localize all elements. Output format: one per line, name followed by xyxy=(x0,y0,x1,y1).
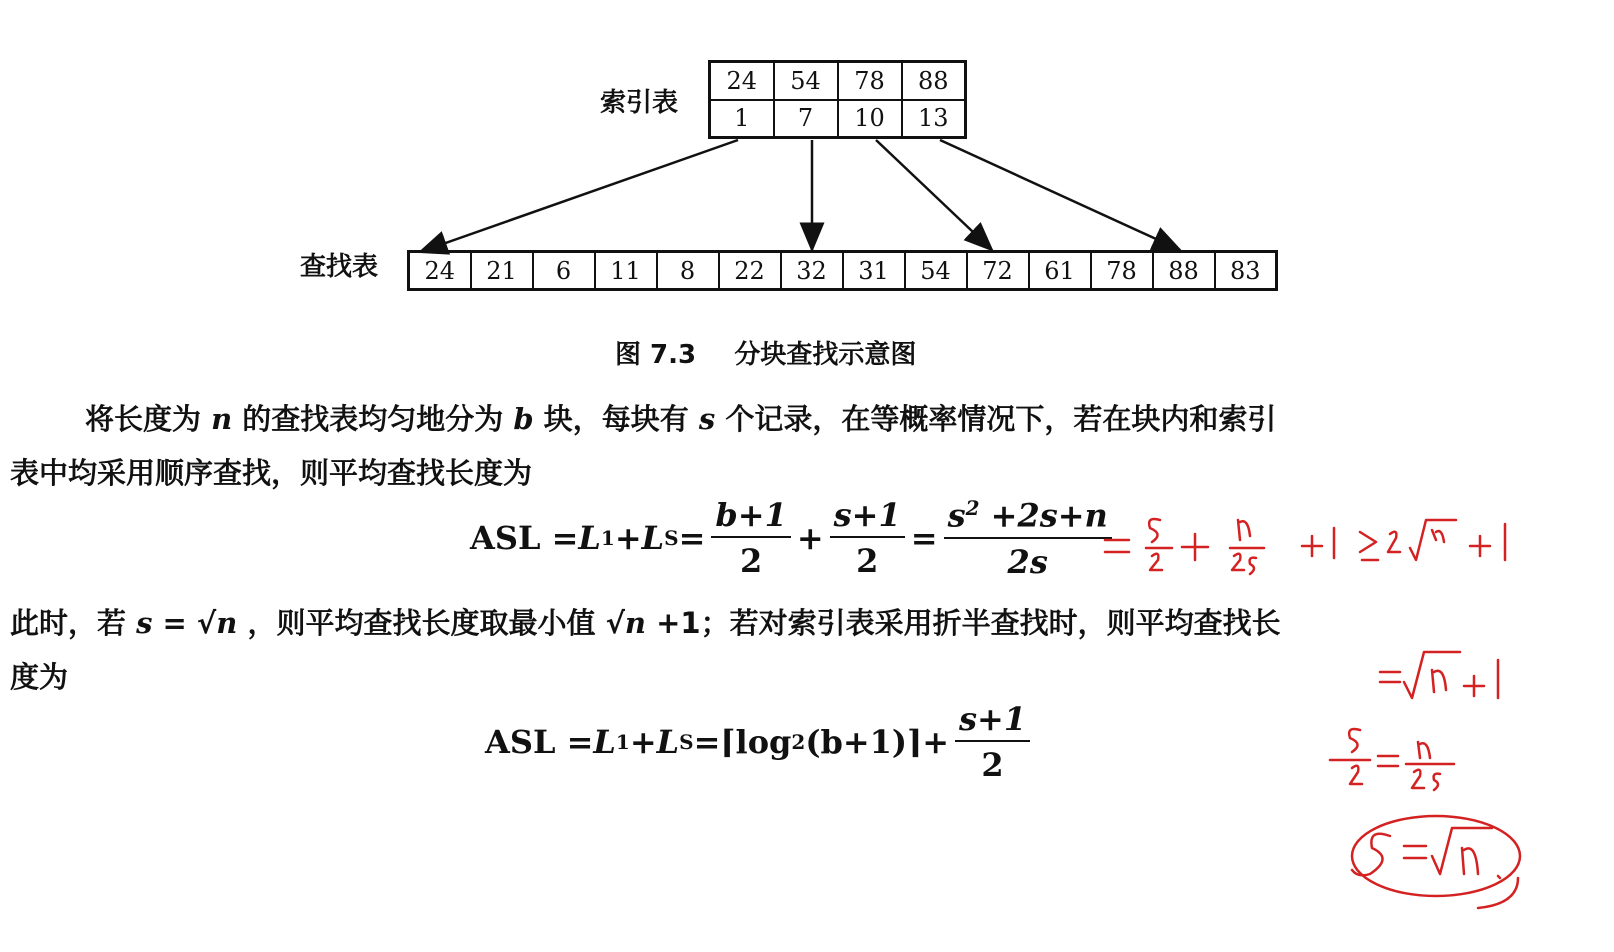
search-cell: 78 xyxy=(1091,252,1153,290)
paragraph-1 xyxy=(85,392,1605,446)
arrow-block-3 xyxy=(876,140,992,250)
math-var: s xyxy=(136,606,153,640)
handwritten-equation-4 xyxy=(1352,816,1520,908)
figure-number: 图 7.3 xyxy=(615,340,697,370)
math-var: L xyxy=(641,519,665,558)
math-var: n xyxy=(624,606,647,640)
fraction-denominator: 2 xyxy=(856,542,879,581)
index-key-cell: 54 xyxy=(774,62,838,100)
math-var: n xyxy=(211,402,233,436)
handwritten-equation-1 xyxy=(1105,519,1505,574)
search-table-row xyxy=(409,252,1277,290)
index-keys-row xyxy=(710,62,966,100)
formula-lhs: ASL = xyxy=(470,519,579,558)
index-table xyxy=(708,60,967,139)
math-var: b xyxy=(513,402,534,436)
search-cell: 24 xyxy=(409,252,471,290)
paragraph-1-line-2: 表中均采用顺序查找，则平均查找长度为 xyxy=(10,456,533,490)
search-cell: 32 xyxy=(781,252,843,290)
log-term: (b+1)⌉ xyxy=(805,723,923,761)
index-addr-cell: 7 xyxy=(774,100,838,138)
search-table-label: 查找表 xyxy=(300,252,379,282)
fraction-denominator: 2 xyxy=(739,542,763,581)
math-sub: 1 xyxy=(600,526,615,551)
handwritten-equation-2 xyxy=(1380,652,1498,698)
arrow-block-1 xyxy=(420,140,738,252)
math-sub: 1 xyxy=(615,730,630,754)
search-cell: 61 xyxy=(1029,252,1091,290)
math-op: + xyxy=(629,723,657,761)
index-addr-cell: 13 xyxy=(902,100,966,138)
text-run: 个记录，在等概率情况下，若在块内和索引 xyxy=(715,402,1277,436)
figure-caption xyxy=(615,334,916,371)
text-run: ，则平均查找长度取最小值 √ xyxy=(237,606,625,640)
math-var: L xyxy=(656,723,680,761)
arrow-block-4 xyxy=(940,140,1180,250)
math-var: L xyxy=(578,519,601,558)
math-sub: S xyxy=(664,526,679,551)
fraction-numerator: $s^2 +2s+n$ xyxy=(944,496,1112,539)
text-run: 块，每块有 xyxy=(533,402,699,436)
search-cell: 88 xyxy=(1153,252,1215,290)
index-addr-cell: 10 xyxy=(838,100,902,138)
formula-binary-asl xyxy=(485,700,1036,784)
search-cell: 72 xyxy=(967,252,1029,290)
search-cell: 6 xyxy=(533,252,595,290)
index-key-cell: 24 xyxy=(710,62,774,100)
formula-lhs: ASL = xyxy=(485,723,594,761)
text-run: +1；若对索引表采用折半查找时，则平均查找长 xyxy=(646,606,1281,640)
search-cell: 21 xyxy=(471,252,533,290)
formula-sequential-asl: ASL = L 1 + L S = $\frac{b+1}{2}$ + $\frac{s+1}{2}$ = $\frac{s^2 +2s+n}{2s}$ xyxy=(470,496,1118,581)
fraction xyxy=(830,496,905,580)
search-cell: 8 xyxy=(657,252,719,290)
fraction xyxy=(711,496,790,580)
fraction xyxy=(944,496,1112,581)
search-cell: 54 xyxy=(905,252,967,290)
fraction-numerator: b+1 xyxy=(711,496,790,538)
text-run: 的查找表均匀地分为 xyxy=(232,402,514,436)
figure-title: 分块查找示意图 xyxy=(734,340,917,370)
math-var: n xyxy=(216,606,238,640)
text-run: 此时，若 xyxy=(10,606,137,640)
index-key-cell: 88 xyxy=(902,62,966,100)
search-cell: 83 xyxy=(1215,252,1277,290)
search-cell: 31 xyxy=(843,252,905,290)
fraction-denominator: 2 xyxy=(981,746,1004,784)
index-key-cell: 78 xyxy=(838,62,902,100)
search-cell: 11 xyxy=(595,252,657,290)
math-op: = xyxy=(678,519,706,558)
search-table xyxy=(407,250,1278,291)
fraction-numerator: s+1 xyxy=(955,700,1030,742)
math-var: L xyxy=(593,723,616,761)
text-run: 将长度为 xyxy=(85,402,212,436)
fraction-numerator: s+1 xyxy=(830,496,905,538)
math-op: + xyxy=(614,519,642,558)
search-cell: 22 xyxy=(719,252,781,290)
math-var: s xyxy=(698,402,716,436)
fraction xyxy=(955,700,1030,784)
index-addrs-row xyxy=(710,100,966,138)
text-run: = √ xyxy=(152,606,217,640)
paragraph-2 xyxy=(10,596,1610,650)
math-op: = xyxy=(693,723,721,761)
log-term: ⌈log xyxy=(720,723,792,761)
handwritten-equation-3 xyxy=(1330,729,1454,790)
paragraph-2-line-2: 度为 xyxy=(10,660,69,694)
index-addr-cell: 1 xyxy=(710,100,774,138)
fraction-denominator: 2s xyxy=(1007,542,1048,581)
index-table-label: 索引表 xyxy=(600,88,679,118)
math-op: + xyxy=(922,723,950,761)
math-sub: S xyxy=(679,730,694,754)
math-sub: 2 xyxy=(791,730,806,754)
